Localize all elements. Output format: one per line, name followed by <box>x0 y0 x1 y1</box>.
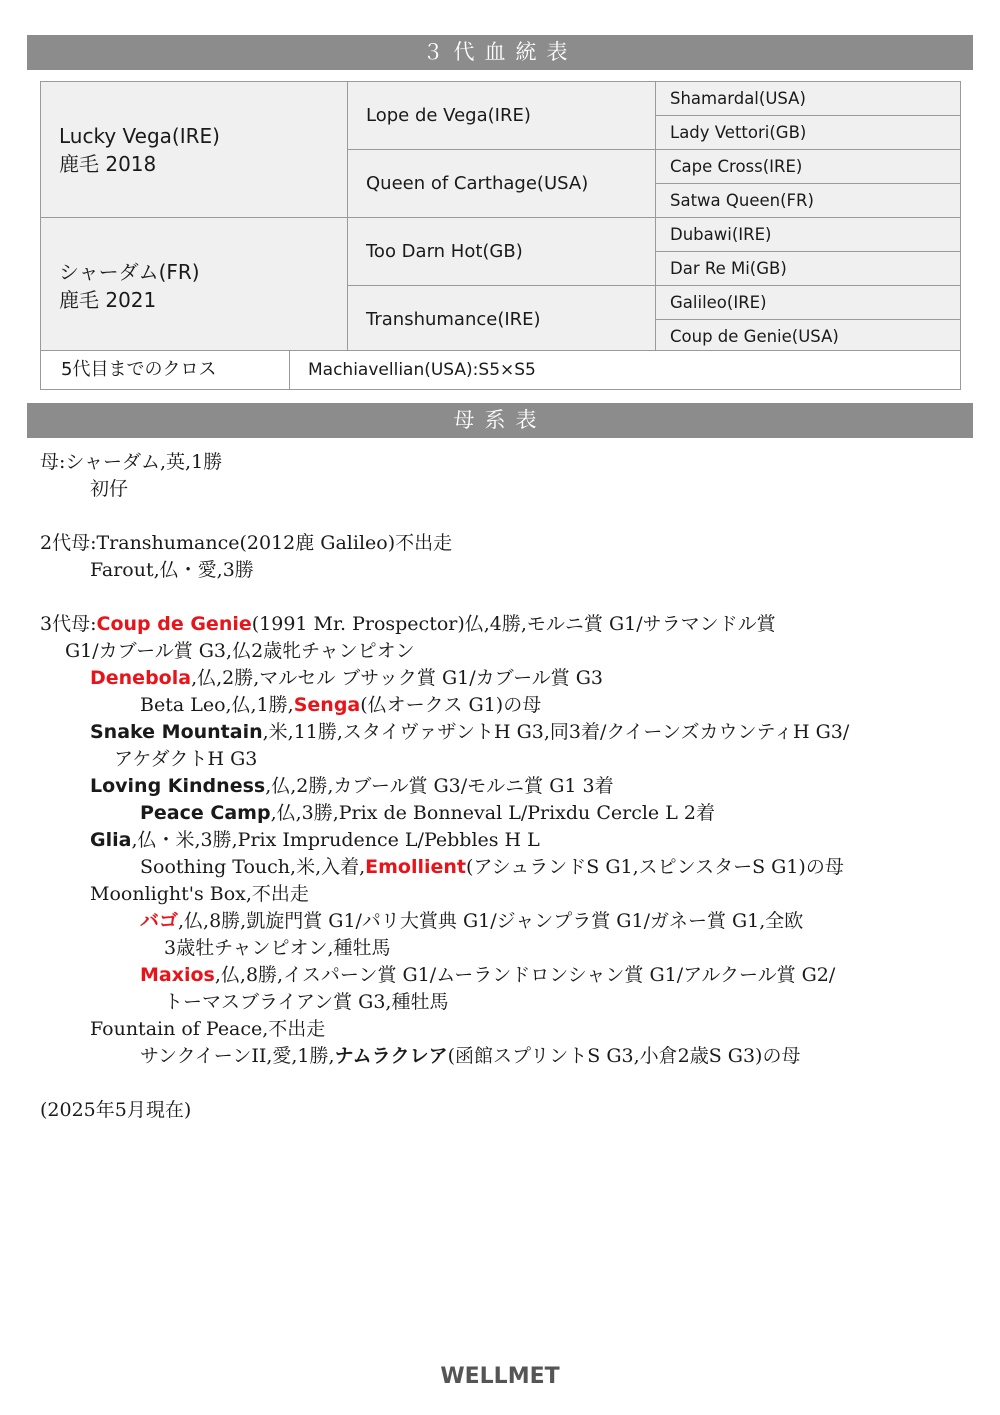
pedigree-header: ３代血統表 <box>27 35 973 70</box>
sire-dam-sire: Cape Cross(IRE) <box>656 150 961 184</box>
dam-sire-dam: Dar Re Mi(GB) <box>656 252 961 286</box>
third-dam-line <box>40 611 965 638</box>
dam-sire: Too Darn Hot(GB) <box>348 218 656 286</box>
sire-sire-sire: Shamardal(USA) <box>656 82 961 116</box>
cross-label: 5代目までのクロス <box>41 351 290 389</box>
dam-cell <box>41 218 348 354</box>
progeny-beta-leo <box>40 692 965 719</box>
dam-dam: Transhumance(IRE) <box>348 286 656 354</box>
progeny-sun-queen <box>40 1043 965 1070</box>
dam-line: 母:シャーダム,英,1勝 <box>40 451 223 473</box>
sire-name: Lucky Vega(IRE) <box>59 123 220 148</box>
second-dam-progeny-line: Farout,仏・愛,3勝 <box>90 559 254 581</box>
dam-dam-sire: Galileo(IRE) <box>656 286 961 320</box>
peace-camp-name: Peace Camp <box>140 802 271 824</box>
snake-mountain-record-cont: アケダクトH G3 <box>114 748 258 770</box>
bago-name: バゴ <box>140 910 179 932</box>
senga-record: (仏オークス G1)の母 <box>360 694 542 716</box>
progeny-denebola <box>40 665 965 692</box>
snake-mountain-name: Snake Mountain <box>90 721 263 743</box>
emollient-name: Emollient <box>365 856 467 878</box>
as-of-date: (2025年5月現在) <box>40 1099 192 1121</box>
loving-kindness-record: ,仏,2勝,カブール賞 G3/モルニ賞 G1 3着 <box>265 775 614 797</box>
bago-record: ,仏,8勝,凱旋門賞 G1/パリ大賞典 G1/ジャンプラ賞 G1/ガネー賞 G1,全欧 <box>178 910 804 932</box>
progeny-soothing-touch <box>40 854 965 881</box>
inbreeding-cross-row <box>40 350 961 390</box>
soothing-touch-record: Soothing Touch,米,入着, <box>140 856 366 878</box>
snake-mountain-record: ,米,11勝,スタイヴァザントH G3,同3着/クイーンズカウンティH G3/ <box>262 721 850 743</box>
progeny-moonlights-box: Moonlight's Box,不出走 <box>90 883 309 905</box>
maternal-family-text <box>40 449 965 1124</box>
progeny-maxios <box>40 962 965 989</box>
bago-record-cont: 3歳牡チャンピオン,種牡馬 <box>164 937 391 959</box>
sire-info: 鹿毛 2018 <box>59 151 157 176</box>
sire-sire-dam: Lady Vettori(GB) <box>656 116 961 150</box>
namura-clair-name: ナムラクレア <box>334 1045 448 1067</box>
progeny-peace-camp <box>40 800 965 827</box>
maternal-header: 母系表 <box>27 403 973 438</box>
progeny-glia <box>40 827 965 854</box>
third-dam-record-cont: G1/カブール賞 G3,仏2歳牝チャンピオン <box>65 640 415 662</box>
third-dam-record: (1991 Mr. Prospector)仏,4勝,モルニ賞 G1/サラマンドル賞 <box>251 613 776 635</box>
dam-name: シャーダム(FR) <box>59 259 200 284</box>
maxios-record-cont: トーマスブライアン賞 G3,種牡馬 <box>164 991 449 1013</box>
sire-dam-dam: Satwa Queen(FR) <box>656 184 961 218</box>
cross-value: Machiavellian(USA):S5×S5 <box>308 360 536 380</box>
sun-queen-record: サンクイーンII,愛,1勝, <box>140 1045 335 1067</box>
maxios-record: ,仏,8勝,イスパーン賞 G1/ムーランドロンシャン賞 G1/アルクール賞 G2/ <box>214 964 836 986</box>
dam-dam-dam: Coup de Genie(USA) <box>656 320 961 354</box>
glia-record: ,仏・米,3勝,Prix Imprudence L/Pebbles H L <box>131 829 540 851</box>
second-dam-line: 2代母:Transhumance(2012鹿 Galileo)不出走 <box>40 532 453 554</box>
third-dam-prefix: 3代母: <box>40 613 97 635</box>
dam-info: 鹿毛 2021 <box>59 287 157 312</box>
sire-dam: Queen of Carthage(USA) <box>348 150 656 218</box>
beta-leo-record: Beta Leo,仏,1勝, <box>140 694 294 716</box>
loving-kindness-name: Loving Kindness <box>90 775 266 797</box>
sire-cell <box>41 82 348 218</box>
denebola-record: ,仏,2勝,マルセル ブサック賞 G1/カブール賞 G3 <box>191 667 603 689</box>
glia-name: Glia <box>90 829 132 851</box>
third-dam-name: Coup de Genie <box>96 613 252 635</box>
peace-camp-record: ,仏,3勝,Prix de Bonneval L/Prixdu Cercle L 2着 <box>270 802 715 824</box>
sire-sire: Lope de Vega(IRE) <box>348 82 656 150</box>
pedigree-table <box>40 81 961 354</box>
progeny-loving-kindness <box>40 773 965 800</box>
denebola-name: Denebola <box>90 667 192 689</box>
namura-clair-record: (函館スプリントS G3,小倉2歳S G3)の母 <box>447 1045 801 1067</box>
maxios-name: Maxios <box>140 964 215 986</box>
progeny-bago <box>40 908 965 935</box>
senga-name: Senga <box>293 694 361 716</box>
progeny-snake-mountain <box>40 719 965 746</box>
wellmet-logo: WELLMET <box>440 1364 560 1389</box>
dam-progeny-line: 初仔 <box>90 478 129 500</box>
emollient-record: (アシュランドS G1,スピンスターS G1)の母 <box>466 856 844 878</box>
progeny-fountain-of-peace: Fountain of Peace,不出走 <box>90 1018 326 1040</box>
dam-sire-sire: Dubawi(IRE) <box>656 218 961 252</box>
